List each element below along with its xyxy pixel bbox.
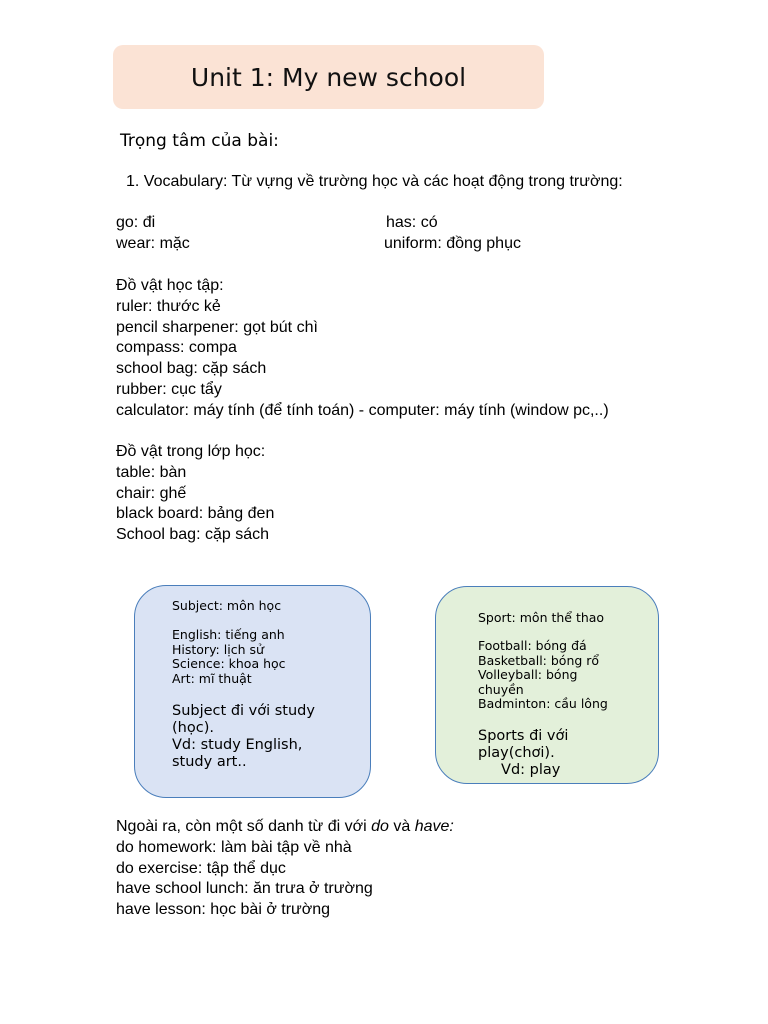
list-item: compass: compa [116,339,237,357]
note-line: Sports đi với [478,728,569,744]
do-have-section [116,817,454,921]
sport-items [478,639,608,712]
study-items-heading: Đồ vật học tập: [116,277,224,294]
classroom-items-list [116,442,274,546]
list-item: Football: bóng đá [478,638,587,653]
subject-items [172,628,286,686]
list-item: school bag: cặp sách [116,360,267,378]
list-item: School bag: cặp sách [116,526,269,544]
note-line: play(chơi). [478,745,555,761]
intro-have: have: [414,818,454,835]
section-heading: Trọng tâm của bài: [120,131,279,151]
list-item: pencil sharpener: gọt bút chì [116,318,318,336]
subject-heading: Subject: môn học [172,598,282,613]
list-item: Art: mĩ thuật [172,670,252,686]
note-line: study art.. [172,754,247,770]
list-item: do exercise: tập thể dục [116,859,286,877]
sport-box [435,586,659,784]
basic-words-left [116,213,190,255]
intro-do: do [371,818,389,835]
title-banner [113,45,544,109]
note-line: Vd: study English, [172,737,303,753]
note-line: Subject đi với study [172,703,315,719]
word-wear: wear: mặc [116,234,190,252]
classroom-items-heading: Đồ vật trong lớp học: [116,443,266,460]
subject-note [172,703,315,771]
list-item: have lesson: học bài ở trường [116,901,331,919]
vocab-heading: 1. Vocabulary: Từ vựng về trường học và các hoạt động trong trường: [126,173,623,190]
subject-box [134,585,371,798]
sport-note-clip [436,728,658,778]
list-item: table: bàn [116,463,187,481]
word-uniform: uniform: đồng phục [384,234,521,252]
list-item: Science: khoa học [172,656,286,672]
list-item: Volleyball: bóng [478,667,578,683]
sport-heading: Sport: môn thể thao [478,610,605,625]
basic-words-right [384,213,521,255]
list-item: black board: bảng đen [116,505,275,523]
list-item: ruler: thước kẻ [116,297,221,315]
list-item: have school lunch: ăn trưa ở trường [116,880,373,898]
sport-note [478,728,568,779]
list-item: Basketball: bóng rổ [478,652,600,668]
intro-prefix: Ngoài ra, còn một số danh từ đi với [116,818,372,835]
list-item: English: tiếng anh [172,627,285,642]
note-line: Vd: play [478,762,561,778]
list-item: do homework: làm bài tập về nhà [116,838,352,856]
do-have-intro [116,817,454,838]
word-has: has: có [386,214,438,231]
list-item: calculator: máy tính (để tính toán) - computer: máy tính (window pc,..) [116,401,609,419]
intro-and: và [388,818,415,835]
list-item: rubber: cục tẩy [116,380,222,398]
list-item: Badminton: cầu lông [478,696,608,712]
list-item: chuyền [478,681,524,697]
page-title: Unit 1: My new school [190,62,467,92]
list-item: chair: ghế [116,484,187,502]
list-item: History: lịch sử [172,641,264,657]
note-line: (học). [172,720,214,736]
study-items-list [116,276,609,422]
word-go: go: đi [116,214,156,231]
